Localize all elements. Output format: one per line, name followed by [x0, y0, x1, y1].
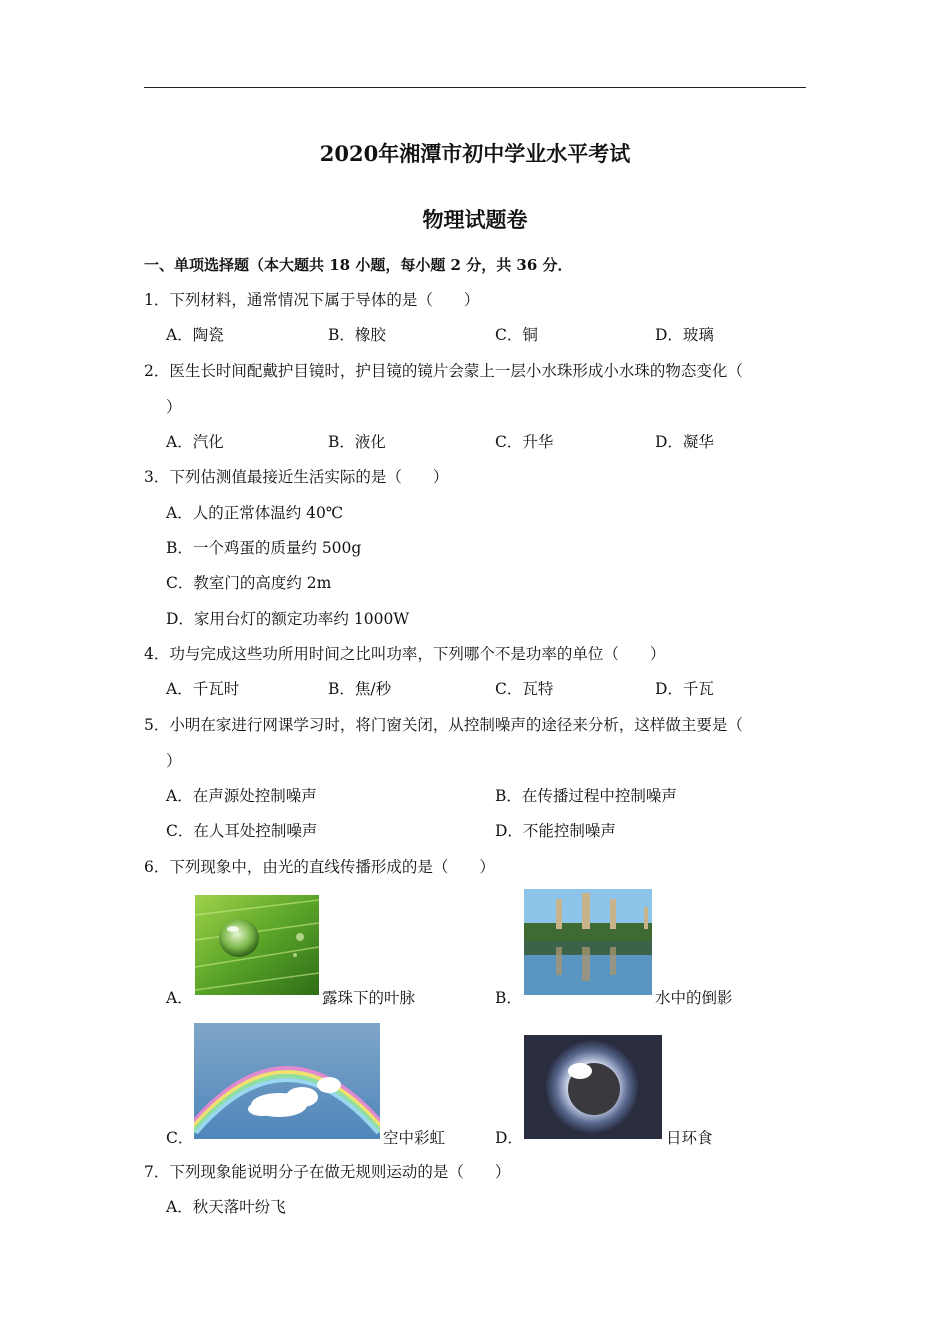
- question-6-option-a-caption: 露珠下的叶脉: [322, 989, 416, 1007]
- question-3-option-c: C．教室门的高度约 2m: [166, 574, 332, 592]
- dew-drop-leaf-image: [195, 895, 319, 995]
- question-2-option-b: B．液化: [328, 433, 386, 451]
- question-5-option-a: A．在声源处控制噪声: [166, 787, 317, 805]
- question-1-option-a: A．陶瓷: [166, 326, 224, 344]
- question-3-stem: 3．下列估测值最接近生活实际的是（ ）: [144, 468, 449, 486]
- question-1-option-c: C．铜: [495, 326, 538, 344]
- exam-title: 2020年湘潭市初中学业水平考试: [319, 141, 631, 166]
- question-1-stem: 1．下列材料，通常情况下属于导体的是（ ）: [144, 291, 480, 309]
- question-4-option-c: C．瓦特: [495, 680, 554, 698]
- question-7-stem: 7．下列现象能说明分子在做无规则运动的是（ ）: [144, 1163, 511, 1181]
- annular-eclipse-image: [524, 1035, 662, 1139]
- question-4-option-a: A．千瓦时: [166, 680, 240, 698]
- pagoda-reflection-image: [524, 889, 652, 995]
- rainbow-image: [194, 1023, 380, 1139]
- question-6-option-a-letter: A．: [166, 989, 193, 1007]
- question-6-option-c-letter: C．: [166, 1129, 194, 1147]
- question-7-option-a: A．秋天落叶纷飞: [166, 1198, 286, 1216]
- section-heading: 一、单项选择题（本大题共 18 小题，每小题 2 分，共 36 分．: [144, 256, 573, 274]
- question-5-option-b: B．在传播过程中控制噪声: [495, 787, 677, 805]
- question-5-stem-continued: ）: [166, 752, 182, 770]
- question-3-option-a: A．人的正常体温约 40℃: [166, 504, 344, 522]
- question-6-option-d-letter: D．: [495, 1129, 523, 1147]
- question-4-option-d: D．千瓦: [655, 680, 714, 698]
- question-3-option-b: B．一个鸡蛋的质量约 500g: [166, 539, 362, 557]
- question-5-option-d: D．不能控制噪声: [495, 822, 616, 840]
- question-2-stem: 2．医生长时间配戴护目镜时，护目镜的镜片会蒙上一层小水珠形成小水珠的物态变化（: [144, 362, 743, 380]
- question-2-option-d: D．凝华: [655, 433, 714, 451]
- question-1-option-b: B．橡胶: [328, 326, 386, 344]
- question-6-option-c-caption: 空中彩虹: [383, 1129, 446, 1147]
- question-2-stem-continued: ）: [166, 398, 182, 416]
- header-rule: [144, 87, 806, 88]
- question-6-option-b-letter: B．: [495, 989, 522, 1007]
- question-4-stem: 4．功与完成这些功所用时间之比叫功率，下列哪个不是功率的单位（ ）: [144, 645, 666, 663]
- question-2-option-c: C．升华: [495, 433, 554, 451]
- question-2-option-a: A．汽化: [166, 433, 224, 451]
- question-1-option-d: D．玻璃: [655, 326, 714, 344]
- question-5-option-c: C．在人耳处控制噪声: [166, 822, 318, 840]
- question-6-option-d-caption: 日环食: [666, 1129, 713, 1147]
- question-3-option-d: D．家用台灯的额定功率约 1000W: [166, 610, 410, 628]
- question-6-option-b-caption: 水中的倒影: [655, 989, 733, 1007]
- question-5-stem: 5．小明在家进行网课学习时，将门窗关闭，从控制噪声的途径来分析，这样做主要是（: [144, 716, 743, 734]
- question-6-stem: 6．下列现象中，由光的直线传播形成的是（ ）: [144, 858, 495, 876]
- question-4-option-b: B．焦/秒: [328, 680, 392, 698]
- exam-subtitle: 物理试题卷: [422, 207, 528, 232]
